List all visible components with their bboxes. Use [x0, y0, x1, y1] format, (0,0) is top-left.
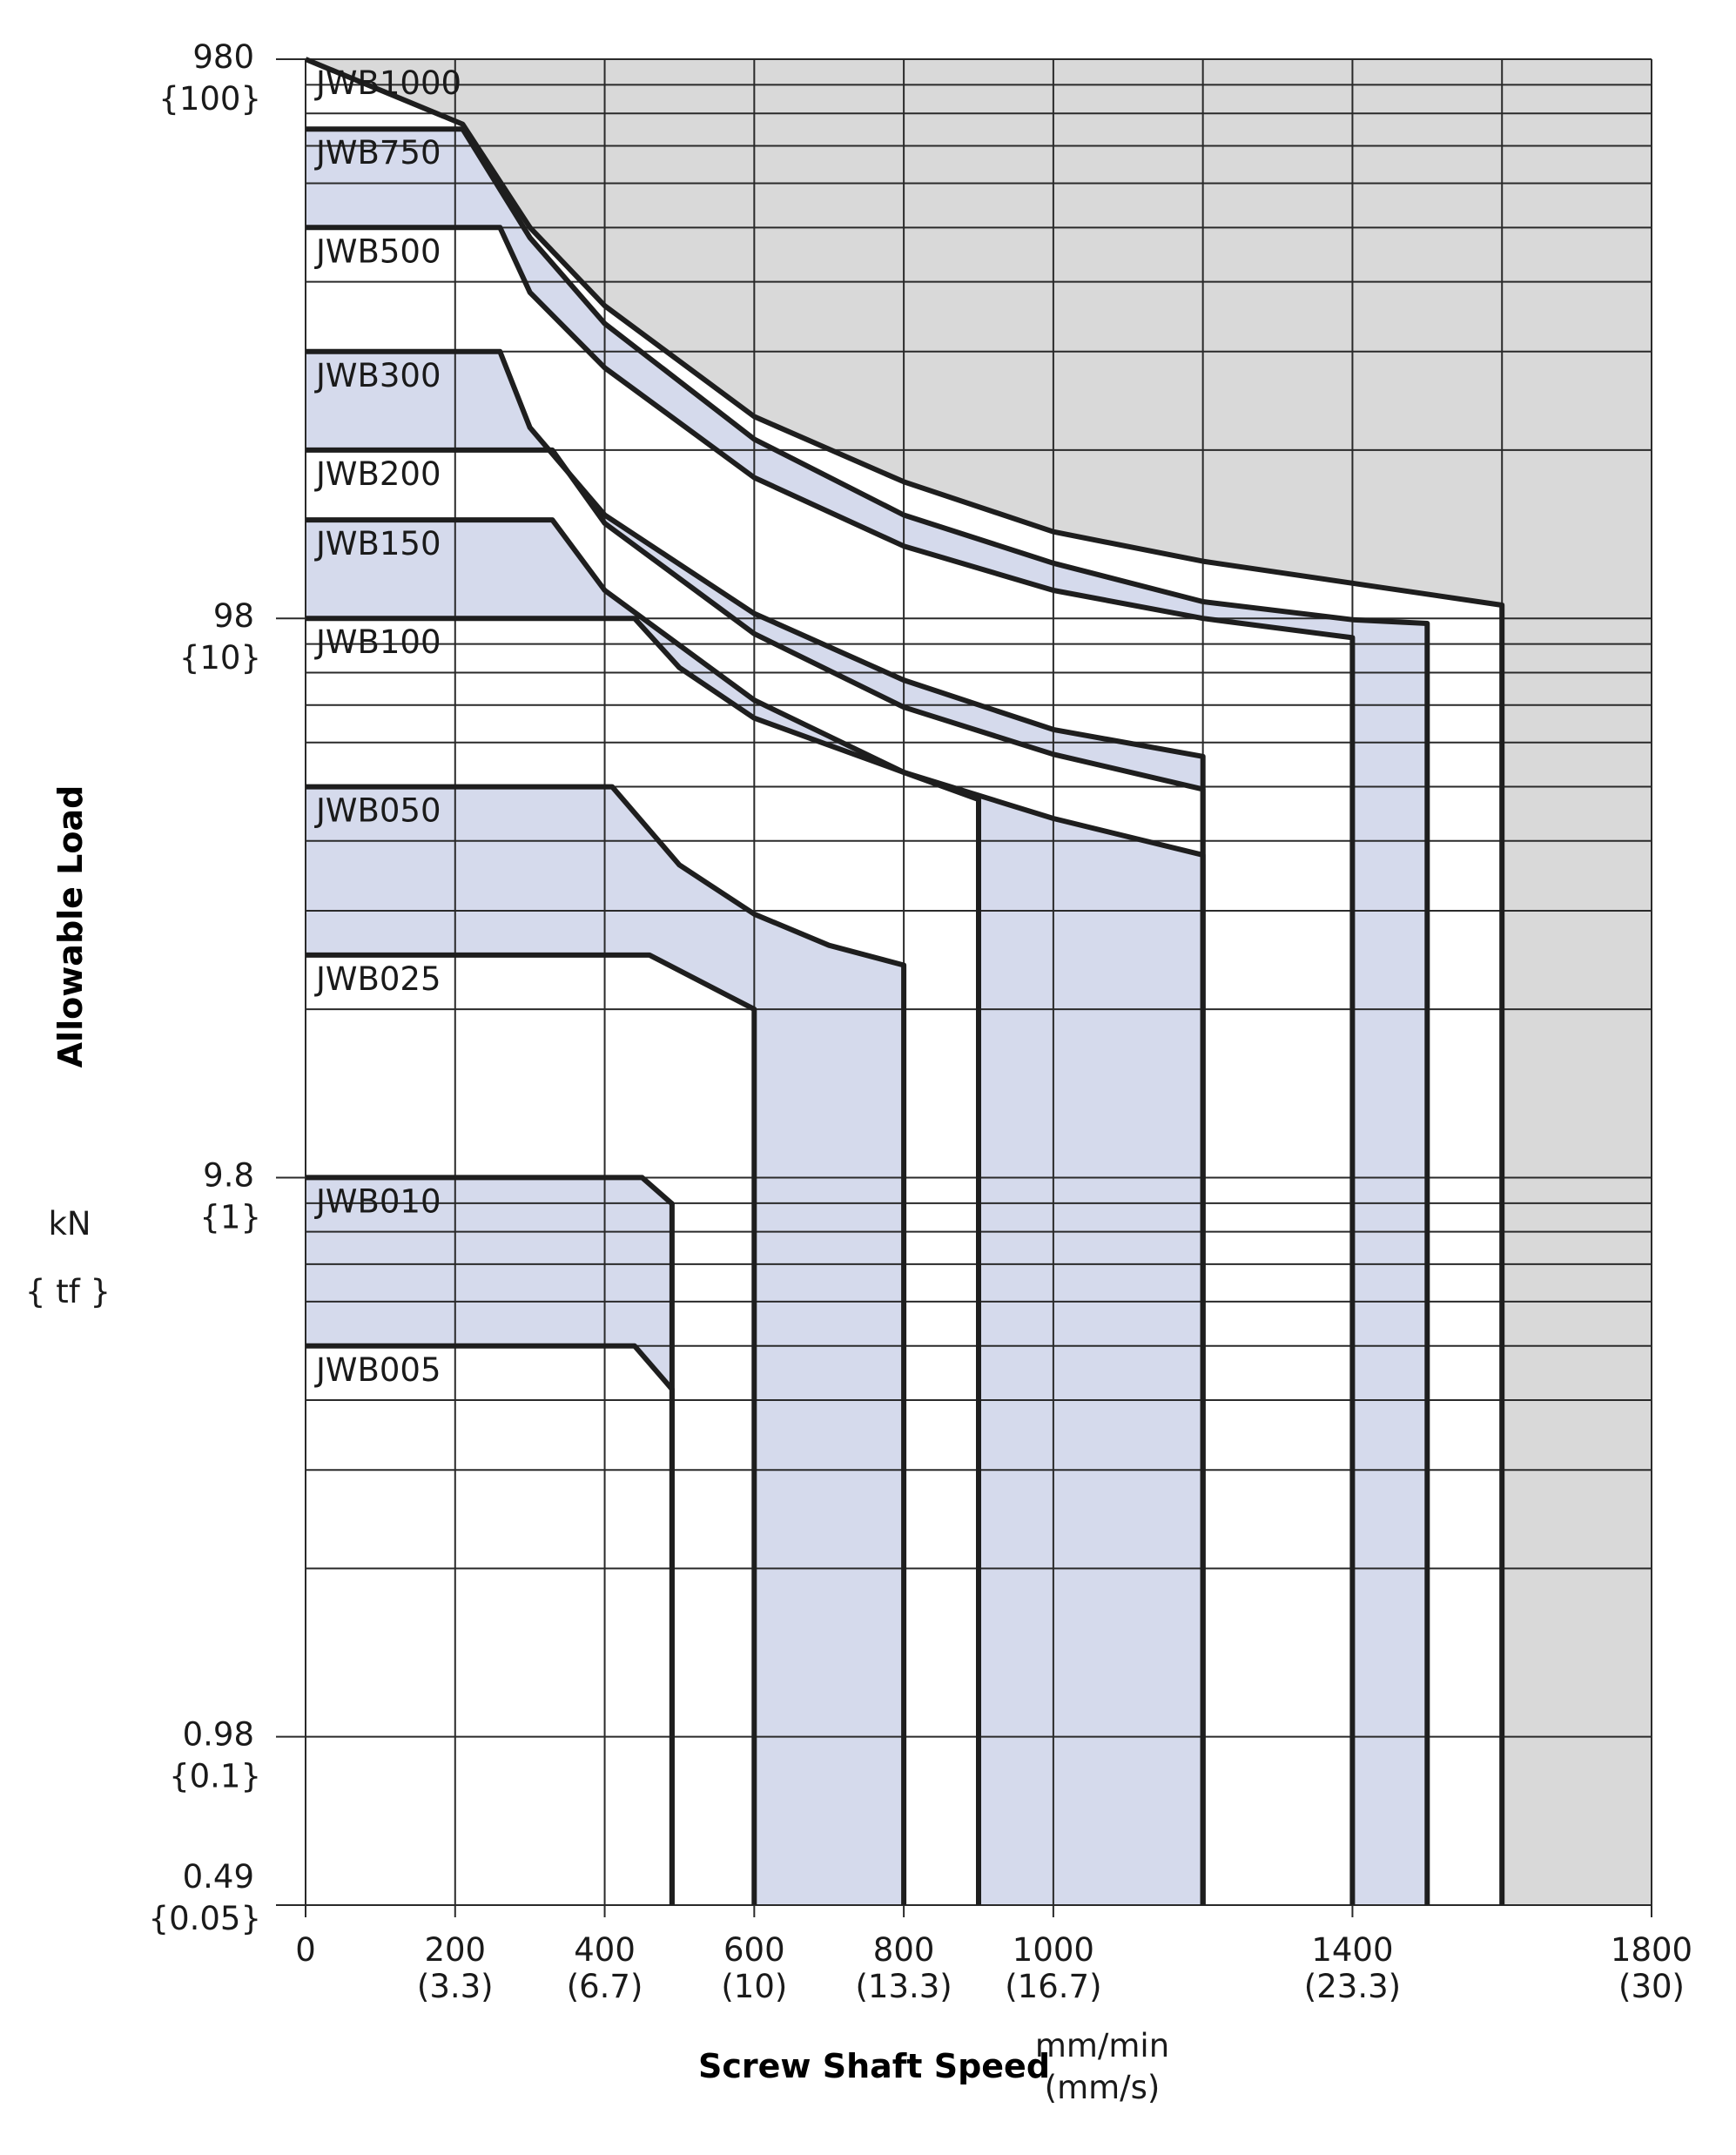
series-label-jwb1000: JWB1000 — [316, 64, 462, 102]
x-tick-label: 0 — [295, 1931, 316, 1969]
curve-jwb005 — [306, 1346, 672, 1905]
series-label-jwb005: JWB005 — [316, 1350, 441, 1389]
y-tick-labels — [149, 38, 261, 1937]
x-unit-alt-label: (mm/s) — [1044, 2069, 1161, 2106]
x-tick-sublabel: (30) — [1618, 1968, 1685, 2005]
y-tick-sublabel: {100} — [158, 80, 261, 118]
y-tick-sublabel: {0.05} — [148, 1900, 261, 1937]
x-tick-sublabel: (6.7) — [566, 1968, 643, 2005]
y-tick-sublabel: {10} — [178, 639, 261, 677]
y-tick-sublabel: {1} — [199, 1198, 261, 1236]
x-tick-sublabel: (3.3) — [416, 1968, 494, 2005]
series-labels — [314, 64, 461, 1389]
x-tick-sublabel: (13.3) — [855, 1968, 952, 2005]
y-tick-label: 980 — [192, 38, 254, 76]
series-label-jwb100: JWB100 — [316, 623, 441, 662]
y-tick-label: 0.98 — [182, 1715, 254, 1754]
y-tick-label: 9.8 — [203, 1156, 254, 1195]
series-label-jwb200: JWB200 — [316, 455, 441, 493]
band-jwb010-jwb005 — [306, 1177, 672, 1905]
x-tick-label: 1800 — [1610, 1931, 1693, 1969]
series-label-jwb150: JWB150 — [316, 525, 441, 563]
x-tick-label: 800 — [872, 1931, 935, 1969]
x-tick-sublabel: (10) — [721, 1968, 788, 2005]
series-label-jwb010: JWB010 — [316, 1182, 441, 1221]
y-unit-label: kN — [48, 1205, 91, 1242]
x-tick-labels — [295, 1931, 1692, 2005]
x-tick-label: 600 — [723, 1931, 785, 1969]
series-label-jwb025: JWB025 — [316, 960, 441, 998]
series-label-jwb300: JWB300 — [316, 356, 441, 394]
curve-jwb025 — [306, 955, 754, 1905]
x-tick-label: 400 — [574, 1931, 636, 1969]
x-tick-label: 200 — [424, 1931, 487, 1969]
y-unit-alt-label: { tf } — [24, 1273, 111, 1310]
series-label-jwb750: JWB750 — [316, 134, 441, 172]
series-label-jwb050: JWB050 — [316, 791, 441, 830]
series-label-jwb500: JWB500 — [316, 232, 441, 271]
x-unit-label: mm/min — [1034, 2027, 1170, 2064]
y-tick-label: 0.49 — [182, 1858, 254, 1896]
x-axis-title: Screw Shaft Speed — [697, 2047, 1051, 2085]
x-tick-label: 1400 — [1311, 1931, 1394, 1969]
x-tick-label: 1000 — [1012, 1931, 1094, 1969]
y-axis-title: Allowable Load — [51, 785, 90, 1068]
y-tick-sublabel: {0.1} — [169, 1757, 261, 1795]
x-tick-sublabel: (23.3) — [1303, 1968, 1402, 2005]
y-tick-label: 98 — [212, 597, 254, 636]
x-tick-sublabel: (16.7) — [1005, 1968, 1102, 2005]
